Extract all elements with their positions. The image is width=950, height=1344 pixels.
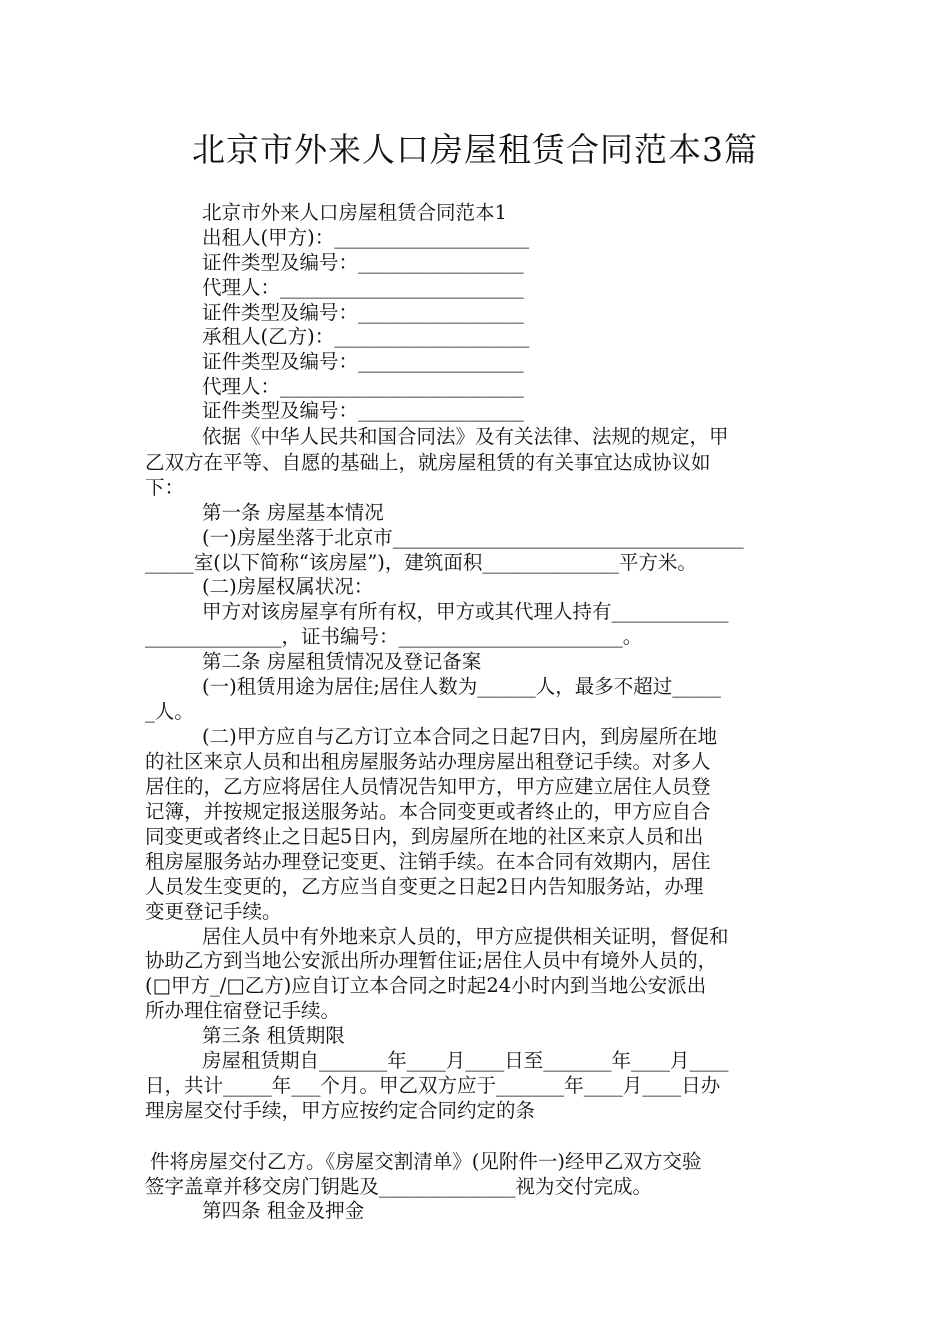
- paragraph-line: 同变更或者终止之日起5日内，到房屋所在地的社区来京人员和出: [145, 825, 704, 848]
- paragraph-line: 居住人员中有外地来京人员的，甲方应提供相关证明，督促和: [202, 925, 729, 948]
- lessee-agent-field: 代理人：_________________________: [202, 375, 524, 398]
- paragraph-line: (□甲方_/□乙方)应自订立本合同之时起24小时内到当地公安派出: [145, 974, 707, 997]
- paragraph-line: 件将房屋交付乙方。《房屋交割清单》(见附件一)经甲乙双方交验: [150, 1150, 702, 1173]
- article-heading: 第三条 租赁期限: [202, 1024, 345, 1047]
- paragraph-line: 下：: [145, 476, 185, 499]
- paragraph-line: _____室(以下简称“该房屋”)，建筑面积______________平方米。: [145, 551, 697, 574]
- paragraph-line: 所办理住宿登记手续。: [145, 999, 341, 1022]
- lessor-field: 出租人(甲方)：____________________: [202, 226, 530, 249]
- paragraph-line: 理房屋交付手续，甲方应按约定合同约定的条: [145, 1099, 536, 1122]
- paragraph-line: 租房屋服务站办理登记变更、注销手续。在本合同有效期内，居住: [145, 850, 711, 873]
- paragraph-line: 变更登记手续。: [145, 900, 282, 923]
- paragraph-line: 房屋租赁期自_______年____月____日至_______年____月____: [202, 1049, 729, 1072]
- article-heading: 第一条 房屋基本情况: [202, 501, 384, 524]
- article-heading: 第二条 房屋租赁情况及登记备案: [202, 650, 482, 673]
- paragraph-line: (二)房屋权属状况：: [202, 575, 374, 598]
- document-title: 北京市外来人口房屋租赁合同范本3篇: [192, 130, 758, 169]
- paragraph-line: 的社区来京人员和出租房屋服务站办理房屋出租登记手续。对多人: [145, 750, 711, 773]
- paragraph-line: 签字盖章并移交房门钥匙及______________视为交付完成。: [145, 1175, 653, 1198]
- paragraph-line: 日，共计_____年___个月。甲乙双方应于_______年____月____日办: [145, 1074, 721, 1097]
- contract-subtitle: 北京市外来人口房屋租赁合同范本1: [202, 201, 507, 224]
- paragraph-line: 甲方对该房屋享有所有权，甲方或其代理人持有____________: [202, 600, 729, 623]
- lessee-field: 承租人(乙方)：____________________: [202, 325, 530, 348]
- paragraph-line: ______________，证书编号：_______________________。: [145, 625, 643, 648]
- lessor-agent-field: 代理人：_________________________: [202, 276, 524, 299]
- paragraph-line: 居住的，乙方应将居住人员情况告知甲方，甲方应建立居住人员登: [145, 775, 711, 798]
- paragraph-line: (二)甲方应自与乙方订立本合同之日起7日内，到房屋所在地: [202, 725, 718, 748]
- paragraph-line: 协助乙方到当地公安派出所办理暂住证;居住人员中有境外人员的，: [145, 949, 718, 972]
- paragraph-line: 依据《中华人民共和国合同法》及有关法律、法规的规定，甲: [202, 425, 729, 448]
- lessee-id-field: 证件类型及编号：_________________: [202, 350, 524, 373]
- paragraph-line: (一)房屋坐落于北京市____________________________________: [202, 526, 744, 549]
- lessor-id-field: 证件类型及编号：_________________: [202, 251, 524, 274]
- lessor-agent-id-field: 证件类型及编号：_________________: [202, 301, 524, 324]
- paragraph-line: 记簿，并按规定报送服务站。本合同变更或者终止的，甲方应自合: [145, 800, 711, 823]
- paragraph-line: 乙双方在平等、自愿的基础上，就房屋租赁的有关事宜达成协议如: [145, 451, 711, 474]
- paragraph-line: _人。: [145, 700, 194, 723]
- lessee-agent-id-field: 证件类型及编号：_________________: [202, 399, 524, 422]
- paragraph-line: (一)租赁用途为居住;居住人数为______人，最多不超过_____: [202, 675, 722, 698]
- paragraph-line: 人员发生变更的，乙方应当自变更之日起2日内告知服务站，办理: [145, 875, 704, 898]
- article-heading: 第四条 租金及押金: [202, 1199, 365, 1222]
